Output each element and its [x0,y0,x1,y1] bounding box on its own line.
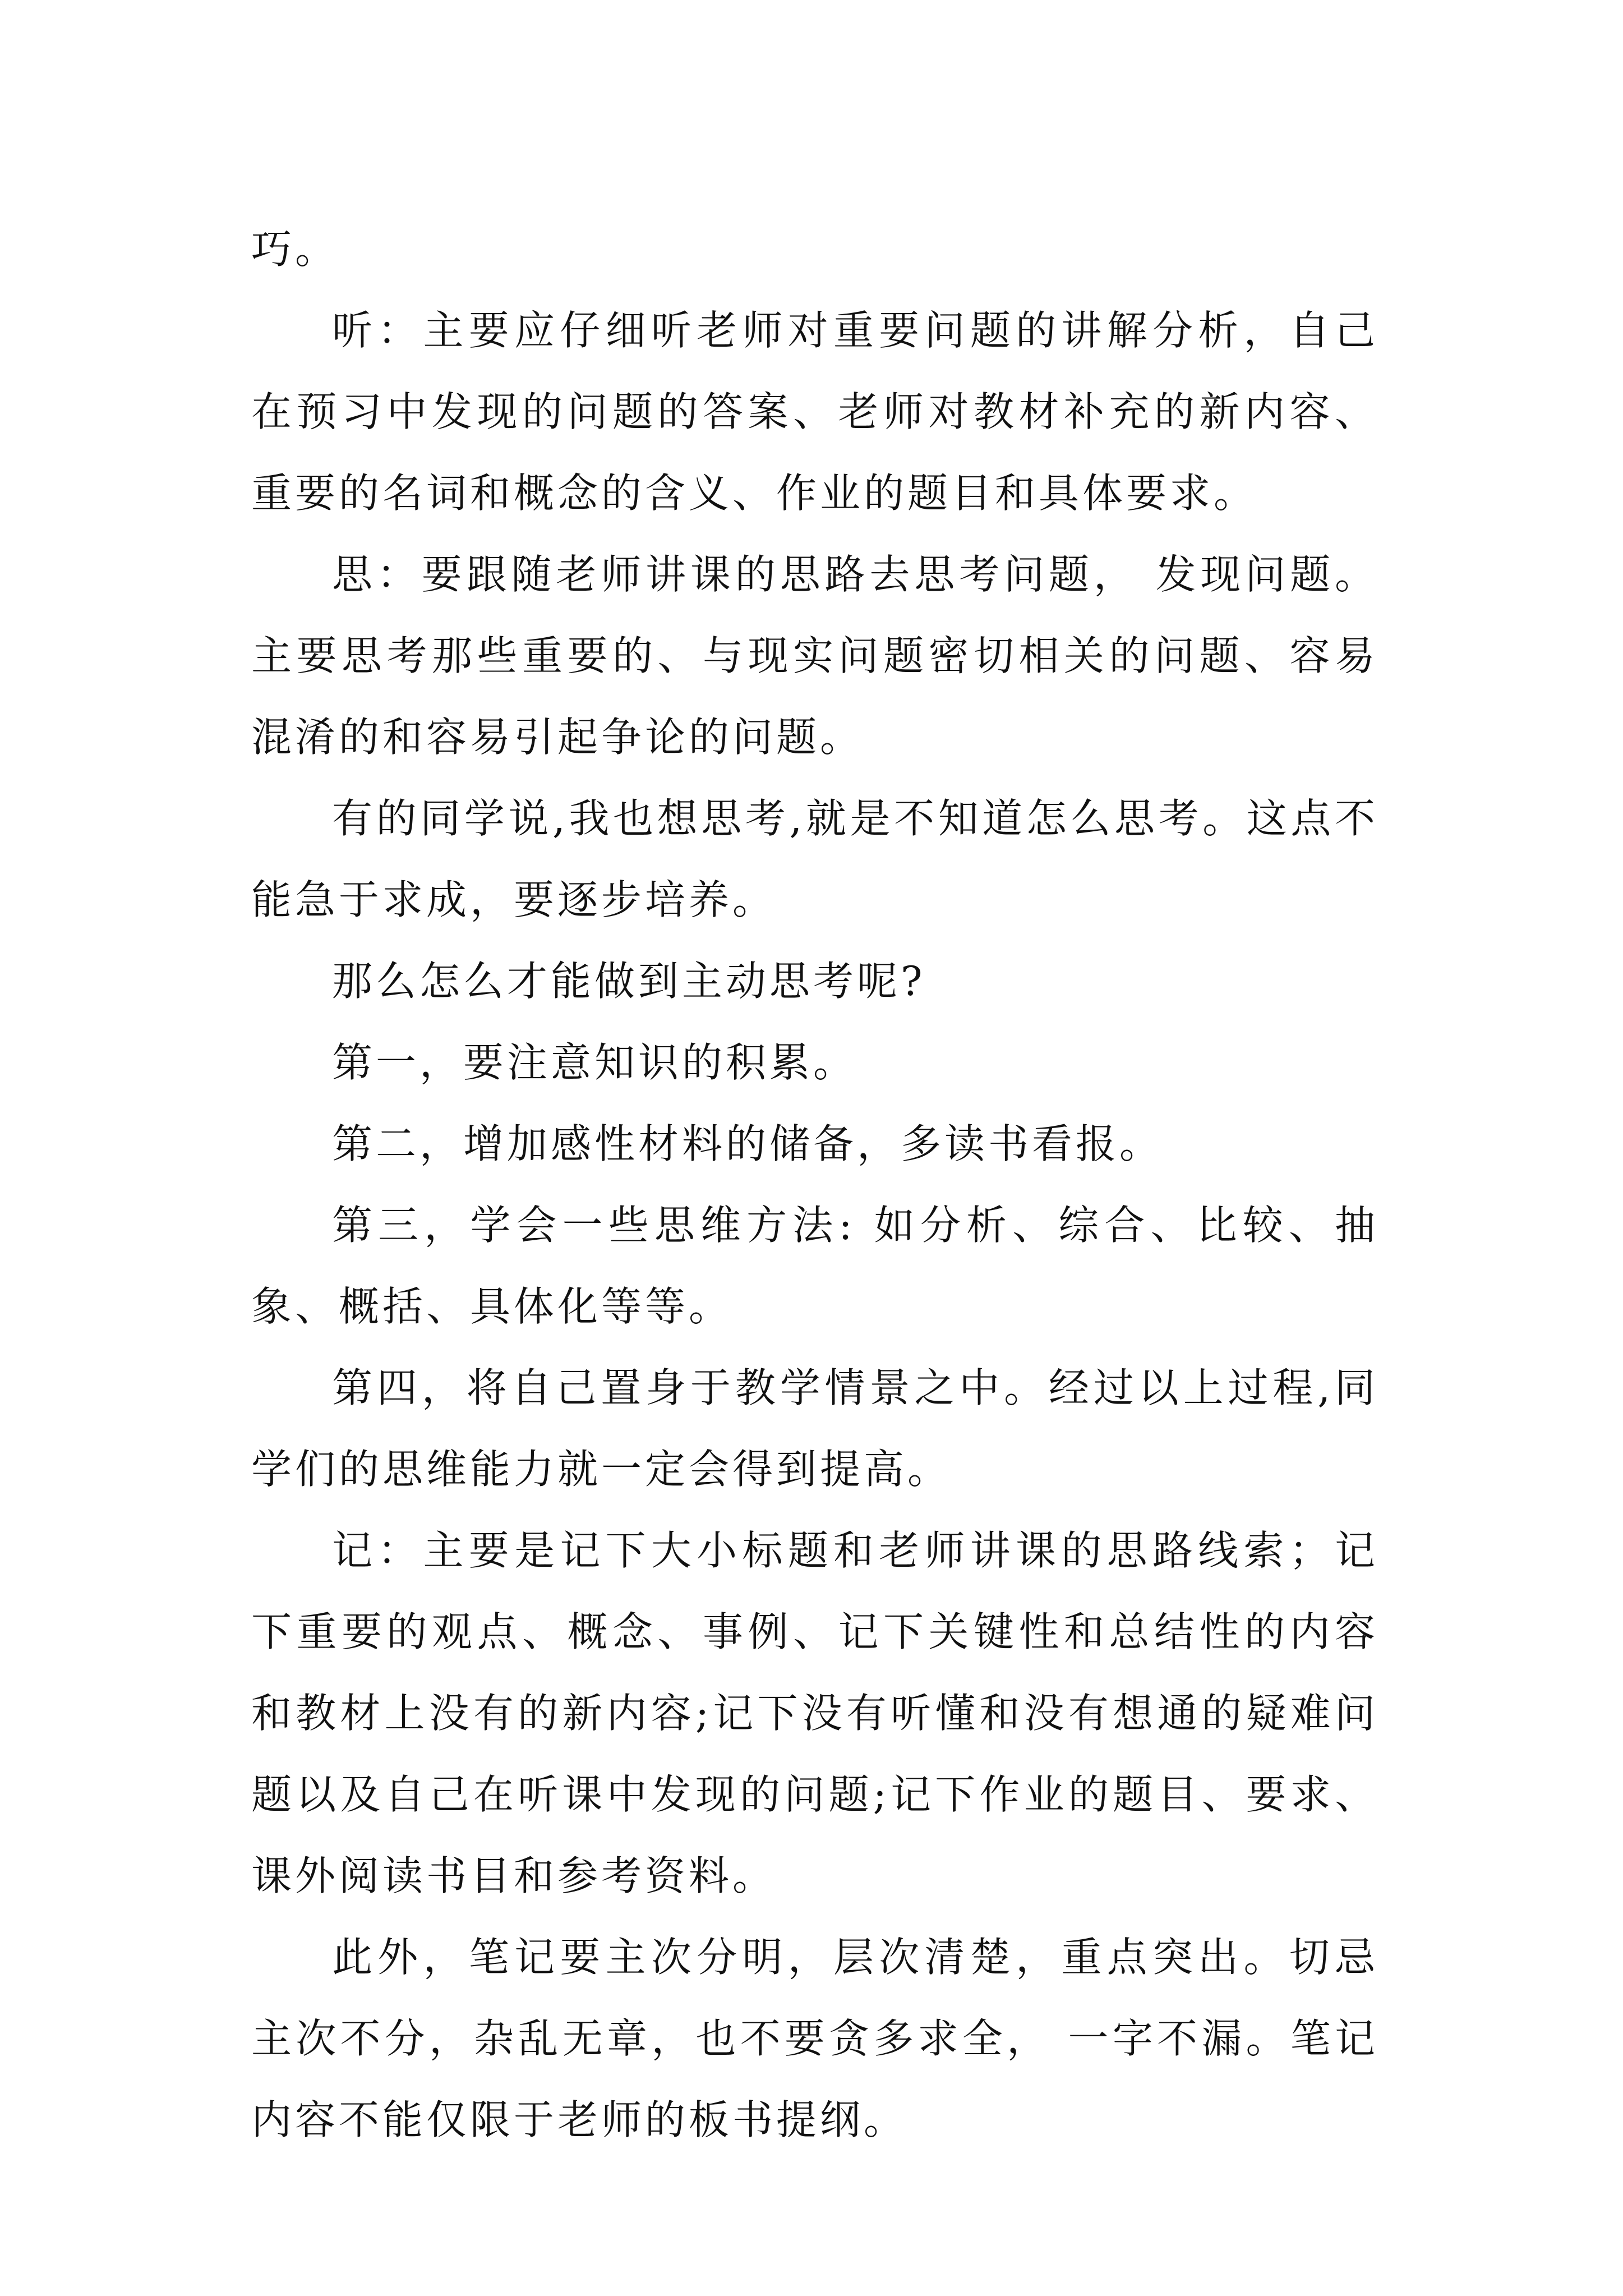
paragraph-second: 第二，增加感性材料的储备，多读书看报。 [332,1120,1164,1167]
paragraph-record: 记：主要是记下大小标题和老师讲课的思路线索；记下重要的观点、概念、事例、记下关键性和总结性的内容和教材上没有的新内容;记下没有听懂和没有想通的疑难问题以及自己在听课中发现的问题;记下作业的题目、要求、课外阅读书目和参考资料。 [251,1527,1378,1899]
paragraph-third: 第三，学会一些思维方法: 如分析、综合、比较、抽象、概括、具体化等等。 [251,1202,1378,1330]
paragraph-student-question: 有的同学说,我也想思考,就是不知道怎么思考。这点不能急于求成，要逐步培养。 [251,795,1378,923]
paragraph-notes-advice: 此外，笔记要主次分明，层次清楚，重点突出。切忌主次不分，杂乱无章，也不要贪多求全， 一字不漏。笔记内容不能仅限于老师的板书提纲。 [251,1934,1378,2143]
paragraph-listen: 听：主要应仔细听老师对重要问题的讲解分析，自己在预习中发现的问题的答案、老师对教材补充的新内容、重要的名词和概念的含义、作业的题目和具体要求。 [251,307,1378,517]
paragraph-how-to-think: 那么怎么才能做到主动思考呢? [332,958,926,1005]
document-body [251,209,1378,2161]
paragraph-first: 第一，要注意知识的积累。 [332,1039,857,1086]
paragraph-think: 思：要跟随老师讲课的思路去思考问题， 发现问题。主要思考那些重要的、与现实问题密切相关的问题、容易混淆的和容易引起争论的问题。 [251,551,1378,761]
paragraph-continuation: 巧。 [251,226,339,273]
paragraph-fourth: 第四，将自己置身于教学情景之中。经过以上过程,同学们的思维能力就一定会得到提高。 [251,1364,1378,1493]
